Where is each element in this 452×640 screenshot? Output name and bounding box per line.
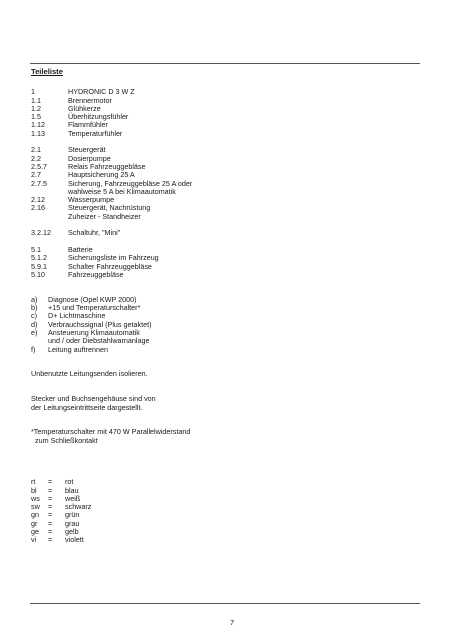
part-name: Schalter Fahrzeuggebläse: [68, 261, 152, 271]
wiring-note-row: [31, 346, 421, 354]
color-row: [31, 503, 421, 511]
part-name: Glühkerze: [68, 103, 101, 113]
part-row: [31, 271, 421, 279]
equals-sign: =: [48, 535, 53, 545]
color-name: rot: [65, 477, 74, 487]
color-name: weiß: [65, 493, 81, 503]
note-text: +15 und Temperaturschalter*: [48, 303, 141, 313]
part-code: 3.2.12: [31, 228, 51, 238]
part-name: Sicherung, Fahrzeuggebläse 25 A oder: [68, 178, 193, 188]
part-name: Relais Fahrzeuggebläse: [68, 161, 146, 171]
part-code: 1.1: [31, 95, 41, 105]
part-name: Brennermotor: [68, 95, 112, 105]
equals-sign: =: [48, 485, 53, 495]
part-name: Steuergerät: [68, 145, 106, 155]
note-letter: a): [31, 294, 38, 304]
color-legend: [31, 478, 421, 544]
part-name: Überhitzungsfühler: [68, 112, 129, 122]
page-title: Teileliste: [31, 67, 63, 76]
note-text: Verbrauchssignal (Plus getaktet): [48, 319, 152, 329]
parts-groups: [31, 88, 421, 295]
color-abbr: gn: [31, 510, 39, 520]
part-code: 1.2: [31, 103, 41, 113]
color-row: [31, 511, 421, 519]
equals-sign: =: [48, 493, 53, 503]
part-name: Zuheizer - Standheizer: [68, 211, 141, 221]
equals-sign: =: [48, 510, 53, 520]
part-code: 2.5.7: [31, 161, 47, 171]
part-code: 2.2: [31, 153, 41, 163]
spacer: [31, 470, 421, 478]
notes: [31, 370, 421, 478]
color-name: grün: [65, 510, 80, 520]
spacer: [31, 354, 421, 362]
note-letter: c): [31, 311, 37, 321]
part-name: Sicherungsliste im Fahrzeug: [68, 253, 159, 263]
part-name: Fahrzeuggebläse: [68, 269, 124, 279]
note-text: Ansteuerung Klimaautomatik: [48, 327, 140, 337]
part-name: HYDRONIC D 3 W Z: [68, 87, 135, 97]
part-name: wahlweise 5 A bei Klimaautomatik: [68, 186, 176, 196]
spacer: [31, 453, 421, 461]
spacer: [31, 279, 421, 287]
color-name: grau: [65, 518, 80, 528]
part-name: Hauptsicherung 25 A: [68, 170, 135, 180]
color-abbr: gr: [31, 518, 38, 528]
color-row: [31, 520, 421, 528]
note-letter: b): [31, 303, 38, 313]
note-paragraph: Stecker und Buchsengehäuse sind von der Leitungseintrittseite dargestellt.: [31, 394, 156, 412]
note-text: Leitung auftrennen: [48, 344, 108, 354]
note-letter: f): [31, 344, 36, 354]
color-row: [31, 478, 421, 486]
part-name: Wasserpumpe: [68, 195, 115, 205]
spacer: [31, 445, 421, 453]
part-code: 2.16: [31, 203, 45, 213]
spacer: [31, 462, 421, 470]
color-row: [31, 487, 421, 495]
part-code: 1: [31, 87, 35, 97]
color-name: schwarz: [65, 502, 92, 512]
note-text: D+ Lichtmaschine: [48, 311, 106, 321]
equals-sign: =: [48, 502, 53, 512]
part-row: [31, 213, 421, 221]
color-abbr: sw: [31, 502, 40, 512]
note-text: Diagnose (Opel KWP 2000): [48, 294, 137, 304]
spacer: [31, 412, 421, 420]
part-name: Schaltuhr, "Mini": [68, 228, 121, 238]
equals-sign: =: [48, 477, 53, 487]
color-row: [31, 536, 421, 544]
equals-sign: =: [48, 527, 53, 537]
color-abbr: vi: [31, 535, 37, 545]
part-name: Dosierpumpe: [68, 153, 111, 163]
color-abbr: bl: [31, 485, 37, 495]
color-row: [31, 528, 421, 536]
part-code: 5.9.1: [31, 261, 47, 271]
part-code: 1.13: [31, 128, 45, 138]
note-letter: e): [31, 327, 38, 337]
spacer: [31, 379, 421, 387]
part-code: 1.12: [31, 120, 45, 130]
part-code: 2.7.5: [31, 178, 47, 188]
part-code: 2.12: [31, 195, 45, 205]
part-code: 5.1: [31, 244, 41, 254]
color-name: blau: [65, 485, 79, 495]
color-name: gelb: [65, 527, 79, 537]
page-number: 7: [230, 618, 235, 627]
part-code: 5.10: [31, 269, 45, 279]
bottom-rule: [30, 603, 420, 604]
part-row: [31, 229, 421, 237]
part-name: Flammfühler: [68, 120, 108, 130]
color-abbr: rt: [31, 477, 36, 487]
part-row: [31, 130, 421, 138]
part-code: 2.1: [31, 145, 41, 155]
wiring-notes-list: [31, 296, 421, 371]
parts-list: [31, 68, 421, 545]
part-code: 5.1.2: [31, 253, 47, 263]
color-name: violett: [65, 535, 84, 545]
note-text: und / oder Diebstahlwarnanlage: [48, 336, 150, 346]
part-name: Steuergerät, Nachrüstung: [68, 203, 151, 213]
part-name: Batterie: [68, 244, 93, 254]
part-name: Temperaturfühler: [68, 128, 123, 138]
note-letter: d): [31, 319, 38, 329]
note-paragraph: *Temperaturschalter mit 470 W Parallelwiderstand zum Schließkontakt: [31, 427, 191, 445]
part-code: 1.5: [31, 112, 41, 122]
part-code: 2.7: [31, 170, 41, 180]
note-paragraph: Unbenutzte Leitungsenden isolieren.: [31, 369, 148, 379]
equals-sign: =: [48, 518, 53, 528]
part-code: [31, 213, 68, 221]
color-abbr: ge: [31, 527, 39, 537]
top-rule: [30, 63, 420, 64]
color-abbr: ws: [31, 493, 40, 503]
